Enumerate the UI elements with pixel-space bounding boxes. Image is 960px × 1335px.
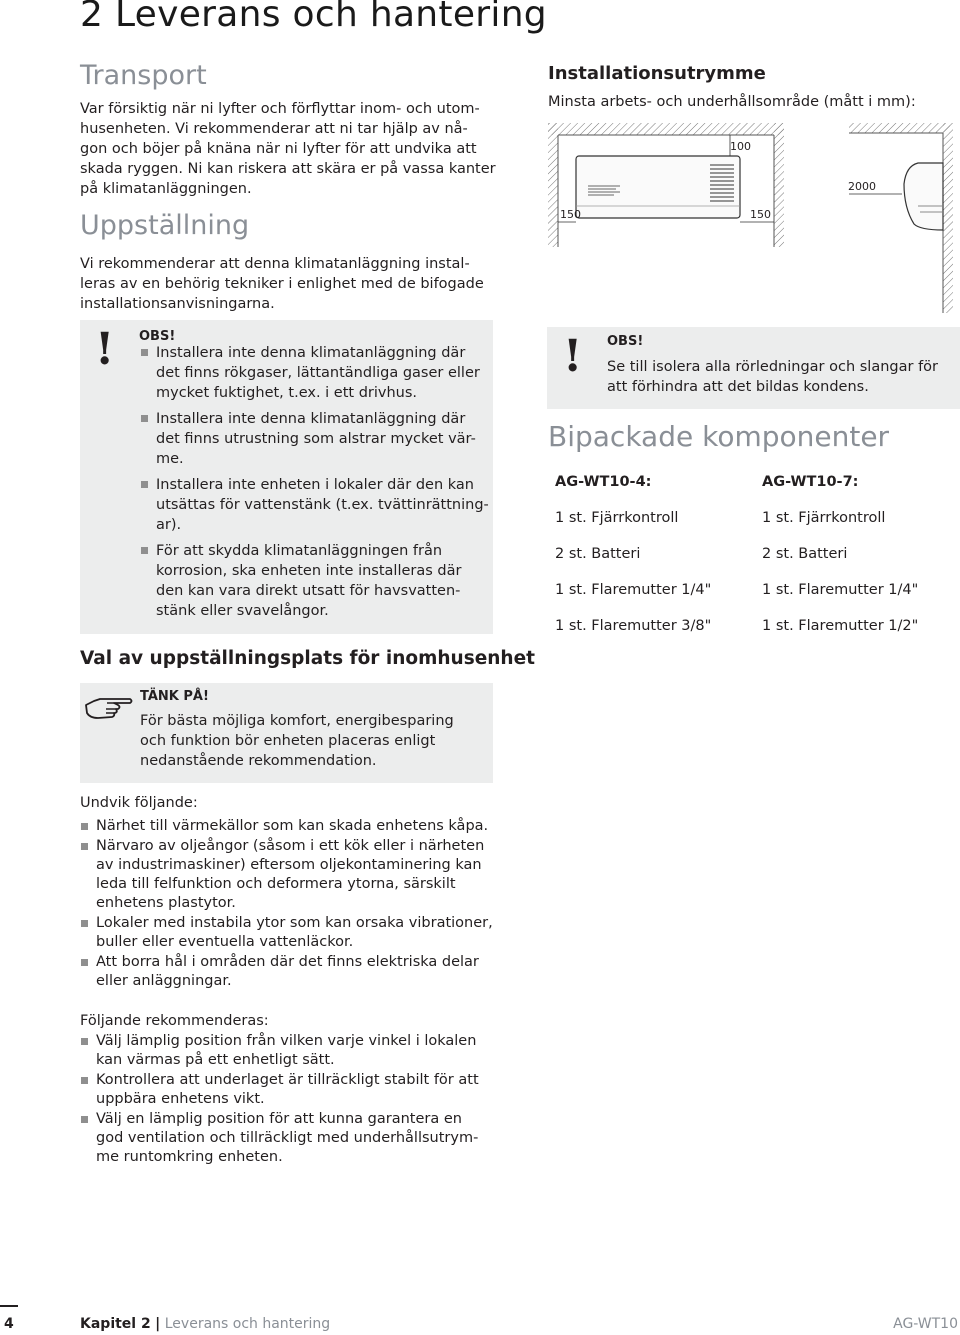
tank-pa-label: TÄNK PÅ! xyxy=(140,689,209,704)
text-line: installationsanvisningarna. xyxy=(80,296,275,312)
list-item: Lokaler med instabila ytor som kan orsaka vibrationer, buller eller eventuella vattenläckor. xyxy=(80,914,510,952)
chapter-title: 2 Leverans och hantering xyxy=(80,0,547,35)
component-item: 1 st. Flaremutter 1/2" xyxy=(762,618,919,634)
tank-pa-box xyxy=(80,683,493,783)
component-item: 1 st. Fjärrkontroll xyxy=(555,510,679,526)
footer-section: Leverans och hantering xyxy=(164,1316,331,1332)
text-line: Vi rekommenderar att denna klimatanläggning instal- xyxy=(80,256,470,272)
obs-label: OBS! xyxy=(607,334,644,349)
val-heading: Val av uppställningsplats för inomhusenhet xyxy=(80,648,535,669)
list-item: Välj lämplig position från vilken varje vinkel i lokalen kan värmas på ett enhetligt sätt. xyxy=(80,1032,510,1070)
foljande-list xyxy=(80,1032,510,1168)
list-item: Installera inte denna klimatanläggning där det finns rökgaser, lättantändliga gaser eller mycket fuktighet, t.ex. i ett drivhus. xyxy=(140,343,490,403)
column-title: AG-WT10-7: xyxy=(762,474,859,490)
list-item: Närvaro av oljeångor (såsom i ett kök eller i närheten av industrimaskiner) eftersom oljekontaminering kan leda till felfunktion och deformera ytorna, särskilt enhetens plastytor. xyxy=(80,837,510,913)
obs-list xyxy=(140,343,490,627)
obs-right-text xyxy=(607,357,957,397)
list-item: Kontrollera att underlaget är tillräckligt stabilt för att uppbära enhetens vikt. xyxy=(80,1071,510,1109)
installationsutrymme-heading: Installationsutrymme xyxy=(548,63,766,84)
obs-label: OBS! xyxy=(139,329,176,344)
list-item: Välj en lämplig position för att kunna garantera en god ventilation och tillräckligt med underhållsutrym- me runtomkring enheten. xyxy=(80,1110,510,1167)
list-item: Att borra hål i områden där det finns elektriska delar eller anläggningar. xyxy=(80,953,510,991)
list-item: För att skydda klimatanläggningen från korrosion, ska enheten inte installeras där den kan vara direkt utsatt för havsvatten- stänk eller svavelångor. xyxy=(140,541,490,621)
text-line: på klimatanläggningen. xyxy=(80,181,252,197)
component-item: 1 st. Fjärrkontroll xyxy=(762,510,886,526)
text-line: Se till isolera alla rörledningar och slangar för xyxy=(607,359,939,375)
dim-left-label: 150 xyxy=(560,208,581,221)
footer-separator: | xyxy=(155,1316,161,1332)
transport-text xyxy=(80,99,500,199)
obs-box-right xyxy=(547,327,960,409)
list-item: Installera inte enheten i lokaler där den kan utsättas för vattenstänk (t.ex. tvättinrättning- ar). xyxy=(140,475,490,535)
undvik-list xyxy=(80,817,510,992)
uppstallning-text xyxy=(80,254,500,314)
indoor-unit-side xyxy=(904,163,943,230)
text-line: husenheten. Vi rekommenderar att ni tar hjälp av nå- xyxy=(80,121,468,137)
foljande-intro: Följande rekommenderas: xyxy=(80,1013,269,1029)
component-item: 2 st. Batteri xyxy=(555,546,641,562)
component-item: 2 st. Batteri xyxy=(762,546,848,562)
list-item: Närhet till värmekällor som kan skada enhetens kåpa. xyxy=(80,817,510,836)
exclamation-icon: ! xyxy=(95,324,115,375)
text-line: För bästa möjliga komfort, energibesparing xyxy=(140,713,454,729)
components-col-1 xyxy=(555,474,711,654)
footer-chapter xyxy=(80,1316,330,1332)
footer-rule xyxy=(0,1305,18,1307)
text-line: skada ryggen. Ni kan riskera att skära er på vassa kanter xyxy=(80,161,496,177)
footer-chapter-label: Kapitel 2 xyxy=(80,1316,151,1332)
text-line: gon och böjer på knäna när ni lyfter för att undvika att xyxy=(80,141,477,157)
tank-pa-text xyxy=(140,711,490,771)
bipackade-heading: Bipackade komponenter xyxy=(548,420,890,453)
uppstallning-heading: Uppställning xyxy=(80,210,250,241)
indoor-unit-front xyxy=(576,156,740,218)
clearance-diagram xyxy=(540,118,960,318)
column-title: AG-WT10-4: xyxy=(555,474,652,490)
text-line: att förhindra att det bildas kondens. xyxy=(607,379,869,395)
page-number: 4 xyxy=(4,1316,14,1332)
dim-front-label: 2000 xyxy=(848,180,876,193)
text-line: nedanstående rekommendation. xyxy=(140,753,377,769)
installationsutrymme-subtitle: Minsta arbets- och underhållsområde (mått i mm): xyxy=(548,94,916,110)
text-line: leras av en behörig tekniker i enlighet med de bifogade xyxy=(80,276,484,292)
transport-heading: Transport xyxy=(80,60,207,91)
list-item: Installera inte denna klimatanläggning där det finns utrustning som alstrar mycket vär- me. xyxy=(140,409,490,469)
component-item: 1 st. Flaremutter 1/4" xyxy=(555,582,712,598)
pointing-hand-icon xyxy=(84,693,134,721)
component-item: 1 st. Flaremutter 1/4" xyxy=(762,582,919,598)
components-col-2 xyxy=(762,474,918,654)
undvik-intro: Undvik följande: xyxy=(80,795,198,811)
dim-top-label: 100 xyxy=(730,140,751,153)
dim-right-label: 150 xyxy=(750,208,771,221)
text-line: Var försiktig när ni lyfter och förflyttar inom- och utom- xyxy=(80,101,480,117)
component-item: 1 st. Flaremutter 3/8" xyxy=(555,618,712,634)
exclamation-icon: ! xyxy=(563,331,583,382)
obs-box-left xyxy=(80,320,493,634)
footer-model: AG-WT10 xyxy=(893,1316,958,1332)
text-line: och funktion bör enheten placeras enligt xyxy=(140,733,436,749)
